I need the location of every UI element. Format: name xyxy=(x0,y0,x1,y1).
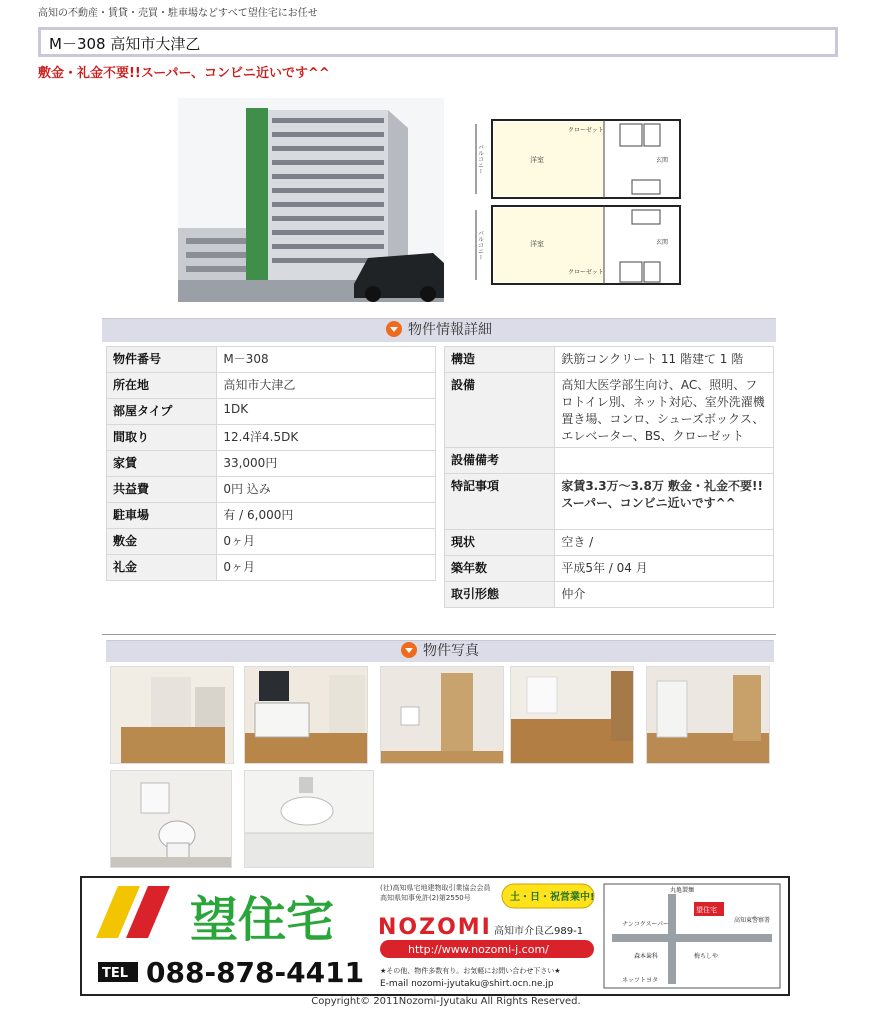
detail-value: 空き / xyxy=(555,530,774,556)
photo-thumbnail[interactable] xyxy=(510,666,634,764)
assoc-line2: 高知県知事免許(2)第2550号 xyxy=(380,894,471,902)
logo-text: 望住宅 xyxy=(190,892,335,948)
detail-value: 高知市大津乙 xyxy=(217,373,436,399)
detail-key: 駐車場 xyxy=(107,503,217,529)
entrance-label: 玄関 xyxy=(656,157,669,164)
details-table-right xyxy=(444,346,774,608)
detail-value: M－308 xyxy=(217,347,436,373)
detail-row xyxy=(107,503,436,529)
detail-value: 0円 込み xyxy=(217,477,436,503)
detail-row xyxy=(107,399,436,425)
detail-key: 礼金 xyxy=(107,555,217,581)
map-label-dental: 森本歯科 xyxy=(634,953,659,960)
detail-value: 家賃3.3万～3.8万 敷金・礼金不要!!スーパー、コンビニ近いです^^ xyxy=(555,474,774,530)
room-label: 洋室 xyxy=(530,240,544,248)
site-tagline: 高知の不動産・賃貸・売買・駐車場などすべて望住宅にお任せ xyxy=(38,8,318,19)
property-title: M－308 高知市大津乙 xyxy=(38,27,838,57)
detail-value: 平成5年 / 04 月 xyxy=(555,556,774,582)
detail-row xyxy=(445,530,774,556)
map-label-store: ナンコクスーパー xyxy=(622,921,670,928)
photo-thumbnail[interactable] xyxy=(646,666,770,764)
detail-key: 築年数 xyxy=(445,556,555,582)
photo-thumbnail[interactable] xyxy=(110,770,232,868)
detail-value: 1DK xyxy=(217,399,436,425)
photo-thumbnail[interactable] xyxy=(244,770,374,868)
map-label-car: ネッツトヨタ xyxy=(622,977,659,984)
detail-row xyxy=(107,451,436,477)
detail-row xyxy=(445,582,774,608)
detail-row xyxy=(445,556,774,582)
detail-key: 間取り xyxy=(107,425,217,451)
map-label-cafe: 梅ちしや xyxy=(694,953,719,960)
detail-value: 33,000円 xyxy=(217,451,436,477)
detail-value: 有 / 6,000円 xyxy=(217,503,436,529)
section-divider xyxy=(102,634,776,635)
copyright-text: Copyright© 2011Nozomi-Jyutaku All Rights Reserved. xyxy=(311,996,581,1007)
detail-key: 共益費 xyxy=(107,477,217,503)
detail-row xyxy=(107,477,436,503)
photo-thumbnail[interactable] xyxy=(110,666,234,764)
floor-plan[interactable] xyxy=(470,114,698,286)
balcony-label: バルコニー xyxy=(476,144,484,174)
detail-key: 敷金 xyxy=(107,529,217,555)
open-badge: 土・日・祝営業中! xyxy=(510,892,595,903)
detail-value: 12.4洋4.5DK xyxy=(217,425,436,451)
detail-value: 0ヶ月 xyxy=(217,555,436,581)
detail-key: 取引形態 xyxy=(445,582,555,608)
entrance-label: 玄関 xyxy=(656,239,669,246)
detail-key: 所在地 xyxy=(107,373,217,399)
detail-key: 設備備考 xyxy=(445,448,555,474)
detail-row xyxy=(445,373,774,448)
tel-label: TEL xyxy=(102,966,129,981)
detail-value: 仲介 xyxy=(555,582,774,608)
detail-key: 部屋タイプ xyxy=(107,399,217,425)
details-heading-text: 物件情報詳細 xyxy=(408,322,492,338)
banner-notice: ★その他、物件多数有り。お気軽にお問い合わせ下さい★ xyxy=(380,967,561,975)
details-section-heading xyxy=(102,318,776,342)
detail-row xyxy=(107,373,436,399)
company-banner[interactable] xyxy=(80,876,790,996)
balcony-label: バルコニー xyxy=(476,230,484,260)
photo-thumbnail[interactable] xyxy=(380,666,504,764)
site-url: http://www.nozomi-j.com/ xyxy=(408,943,549,956)
detail-row xyxy=(107,555,436,581)
detail-key: 設備 xyxy=(445,373,555,448)
brand-romaji: NOZOMI xyxy=(378,915,492,940)
photos-section-heading xyxy=(106,640,774,662)
room-label: 洋室 xyxy=(530,156,544,164)
detail-key: 特記事項 xyxy=(445,474,555,530)
photos-heading-text: 物件写真 xyxy=(423,643,479,659)
map-label-hosp: 高知東警察署 xyxy=(734,917,771,924)
closet-label: クローゼット xyxy=(568,127,604,134)
map-label-bank: 丸亀製麺 xyxy=(670,887,695,894)
chevron-down-icon xyxy=(386,321,402,337)
detail-value: 鉄筋コンクリート 11 階建て 1 階 xyxy=(555,347,774,373)
detail-row xyxy=(445,474,774,530)
detail-key: 構造 xyxy=(445,347,555,373)
detail-row xyxy=(107,425,436,451)
contact-email: E-mail nozomi-jyutaku@shirt.ocn.ne.jp xyxy=(380,979,554,989)
detail-value: 0ヶ月 xyxy=(217,529,436,555)
closet-label: クローゼット xyxy=(568,269,604,276)
detail-row xyxy=(107,529,436,555)
office-address: 高知市介良乙989-1 xyxy=(494,926,584,937)
tel-number: 088-878-4411 xyxy=(146,956,365,989)
detail-row xyxy=(445,347,774,373)
detail-row xyxy=(445,448,774,474)
detail-key: 物件番号 xyxy=(107,347,217,373)
detail-key: 家賃 xyxy=(107,451,217,477)
details-table-left xyxy=(106,346,436,581)
building-photo[interactable] xyxy=(178,98,444,302)
catch-copy: 敷金・礼金不要!!スーパー、コンビニ近いです^^ xyxy=(38,66,330,81)
detail-row xyxy=(107,347,436,373)
assoc-line1: (社)高知県宅地建物取引業協会会員 xyxy=(380,884,491,892)
map-label-office: 望住宅 xyxy=(696,906,717,914)
detail-key: 現状 xyxy=(445,530,555,556)
detail-value xyxy=(555,448,774,474)
photo-thumbnail[interactable] xyxy=(244,666,368,764)
chevron-down-icon xyxy=(401,642,417,658)
detail-value: 高知大医学部生向け、AC、照明、フロトイレ別、ネット対応、室外洗濯機置き場、コンロ、シューズボックス、エレベーター、BS、クローゼット xyxy=(555,373,774,448)
